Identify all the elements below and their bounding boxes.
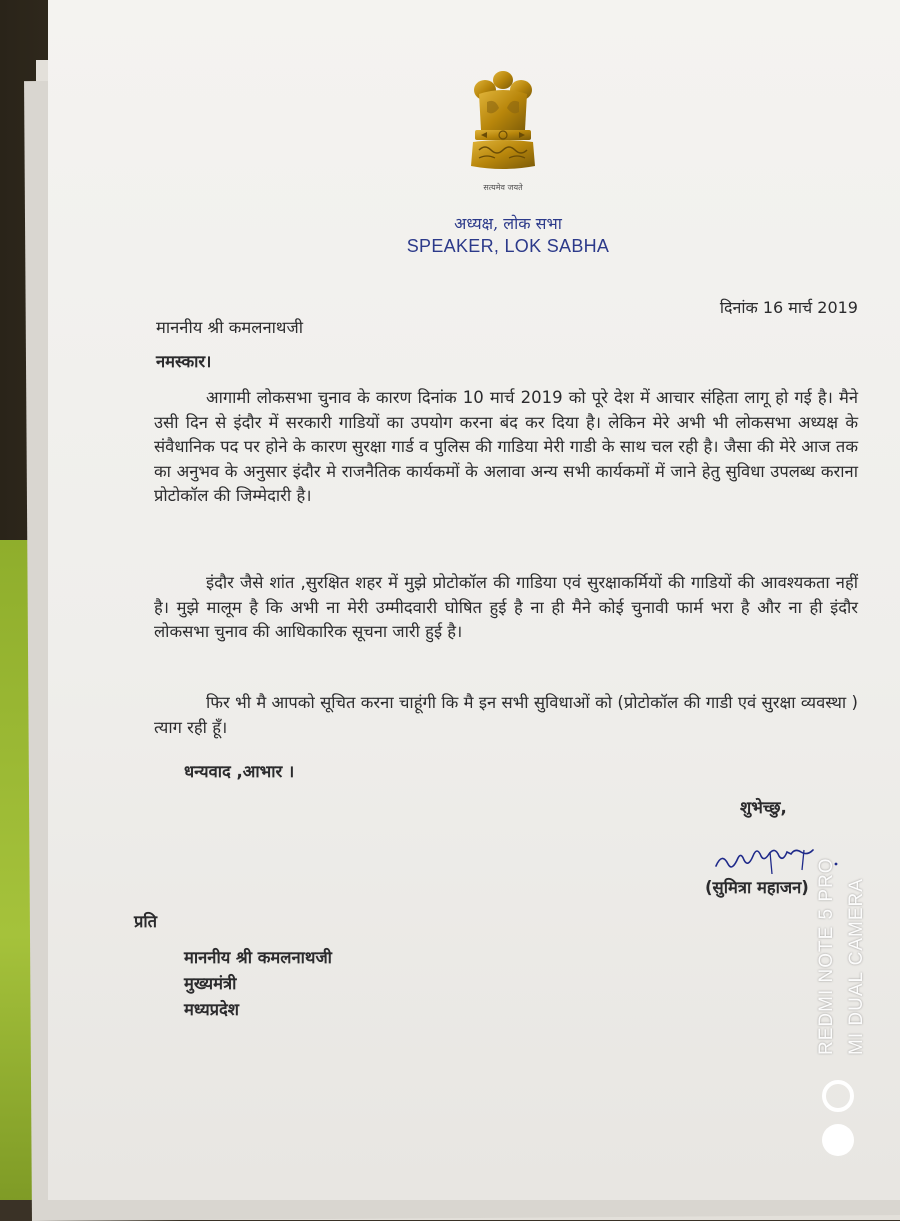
- signatory-name: (सुमित्रा महाजन): [705, 878, 809, 897]
- recipient-state: मध्यप्रदेश: [184, 1000, 240, 1019]
- paragraph-1: आगामी लोकसभा चुनाव के कारण दिनांक 10 मार्च 2019 को पूरे देश में आचार संहिता लागू हो गई है। मैने उसी दिन से इंदौर में सरकारी गाडियों का उपयोग करना बंद कर दिया है। लेकिन मेरे अभी भी लोकसभा अध्यक्ष के संवैधानिक पद पर होने के कारण सुरक्षा गार्ड व पुलिस की गाडिया मेरी गाडी के साथ चल रही है। जैसा की मेरे आज तक का अनुभव के अनुसार इंदौर मे राजनैतिक कार्यकमों के अलावा अन्य सभी कार्यकमों में जाने हेतु सुविधा उपलब्ध कराना प्रोटोकॉल की जिम्मेदारी है।: [154, 388, 858, 505]
- closing-line: शुभेच्छु,: [740, 798, 787, 817]
- watermark-line-2: MI DUAL CAMERA: [846, 878, 867, 1055]
- recipient-name: माननीय श्री कमलनाथजी: [184, 948, 332, 967]
- salutation-addressee: माननीय श्री कमलनाथजी: [156, 318, 303, 337]
- prati-label: प्रति: [134, 912, 158, 931]
- thanks-line: धन्यवाद ,आभार ।: [184, 762, 295, 781]
- camera-watermark: [810, 850, 900, 1060]
- greeting: नमस्कार।: [156, 352, 212, 371]
- paragraph-2: इंदौर जैसे शांत ,सुरक्षित शहर में मुझे प्रोटोकॉल की गाडिया एवं सुरक्षाकर्मियों की गाडियों की आवश्यकता नहीं है। मुझे मालूम है कि अभी ना मेरी उम्मीदवारी घोषित हुई है ना ही मैने कोई चुनावी फार्म भरा है और ना ही इंदौर लोकसभा चुनाव की आधिकारिक सूचना जारी हुई है।: [154, 573, 858, 641]
- letter-date: दिनांक 16 मार्च 2019: [719, 298, 858, 317]
- letter-sheet: [48, 0, 900, 1200]
- recipient-designation: मुख्यमंत्री: [184, 974, 237, 993]
- watermark-line-1: REDMI NOTE 5 PRO: [816, 857, 837, 1055]
- office-title-english: SPEAKER, LOK SABHA: [406, 236, 610, 256]
- emblem-motto: सत्यमेव जयते: [483, 183, 523, 192]
- camera-logo-icon: [820, 1078, 860, 1168]
- national-emblem-icon: [465, 68, 541, 180]
- paragraph-3: फिर भी मै आपको सूचित करना चाहूंगी कि मै इन सभी सुविधाओं को (प्रोटोकॉल की गाडी एवं सुरक्षा व्यवस्था ) त्याग रही हूँ।: [154, 693, 858, 737]
- office-title-hindi: अध्यक्ष, लोक सभा: [454, 214, 562, 233]
